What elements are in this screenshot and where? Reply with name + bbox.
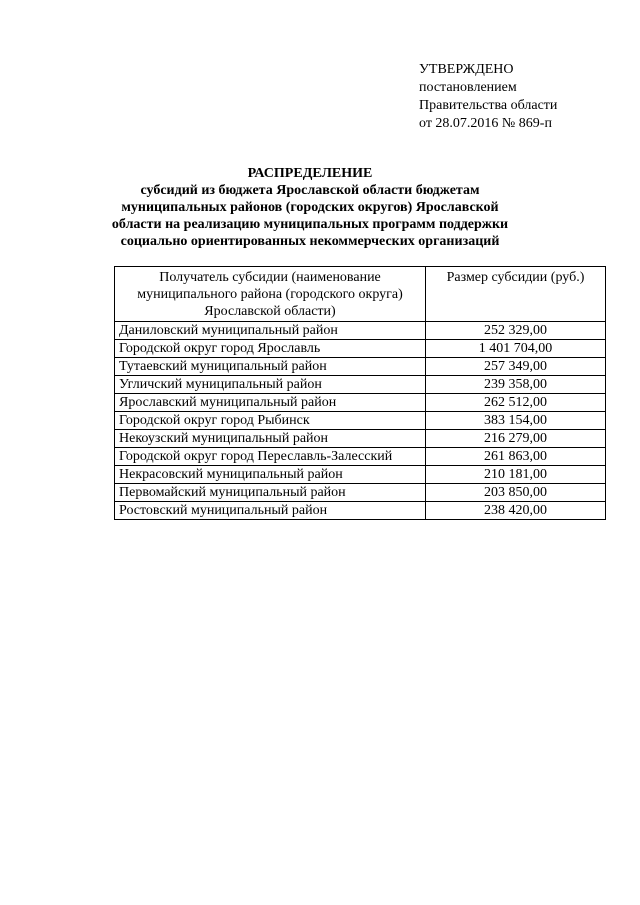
approval-line: УТВЕРЖДЕНО (419, 62, 514, 77)
column-header-recipient: Получатель субсидии (наименование муниципального района (городского округа) Ярославской области) (115, 267, 426, 322)
table-row (115, 358, 606, 376)
recipient-cell: Городской округ город Ярославль (115, 340, 426, 358)
amount-cell: 1 401 704,00 (426, 340, 606, 358)
amount-cell: 203 850,00 (426, 484, 606, 502)
table-row (115, 394, 606, 412)
recipient-cell: Некрасовский муниципальный район (115, 466, 426, 484)
recipient-cell: Ростовский муниципальный район (115, 502, 426, 520)
distribution-table (114, 266, 606, 520)
amount-cell: 216 279,00 (426, 430, 606, 448)
approval-line: постановлением (419, 80, 517, 95)
recipient-cell: Ярославский муниципальный район (115, 394, 426, 412)
table-row (115, 322, 606, 340)
amount-cell: 261 863,00 (426, 448, 606, 466)
approval-line: от 28.07.2016 № 869-п (419, 116, 552, 131)
document-subtitle: субсидий из бюджета Ярославской области бюджетам муниципальных районов (городских округов) Ярославской области на реализацию муниципальных программ поддержки социально ориентированных некоммерческих организаций (111, 183, 509, 249)
amount-cell: 257 349,00 (426, 358, 606, 376)
recipient-cell: Городской округ город Рыбинск (115, 412, 426, 430)
recipient-cell: Угличский муниципальный район (115, 376, 426, 394)
table-row (115, 412, 606, 430)
amount-cell: 383 154,00 (426, 412, 606, 430)
table-row (115, 376, 606, 394)
amount-cell: 252 329,00 (426, 322, 606, 340)
document-heading (100, 165, 520, 250)
recipient-cell: Городской округ город Переславль-Залесский (115, 448, 426, 466)
approval-line: Правительства области (419, 98, 558, 113)
table-row (115, 484, 606, 502)
table-row (115, 430, 606, 448)
amount-cell: 239 358,00 (426, 376, 606, 394)
column-header-amount: Размер субсидии (руб.) (426, 267, 606, 322)
table-row (115, 448, 606, 466)
recipient-cell: Некоузский муниципальный район (115, 430, 426, 448)
table-row (115, 340, 606, 358)
recipient-cell: Тутаевский муниципальный район (115, 358, 426, 376)
amount-cell: 210 181,00 (426, 466, 606, 484)
approval-stamp (419, 61, 557, 133)
recipient-cell: Даниловский муниципальный район (115, 322, 426, 340)
amount-cell: 262 512,00 (426, 394, 606, 412)
table-row (115, 502, 606, 520)
table-header-row (115, 267, 606, 322)
recipient-cell: Первомайский муниципальный район (115, 484, 426, 502)
amount-cell: 238 420,00 (426, 502, 606, 520)
document-title: РАСПРЕДЕЛЕНИЕ (247, 166, 373, 181)
table-row (115, 466, 606, 484)
